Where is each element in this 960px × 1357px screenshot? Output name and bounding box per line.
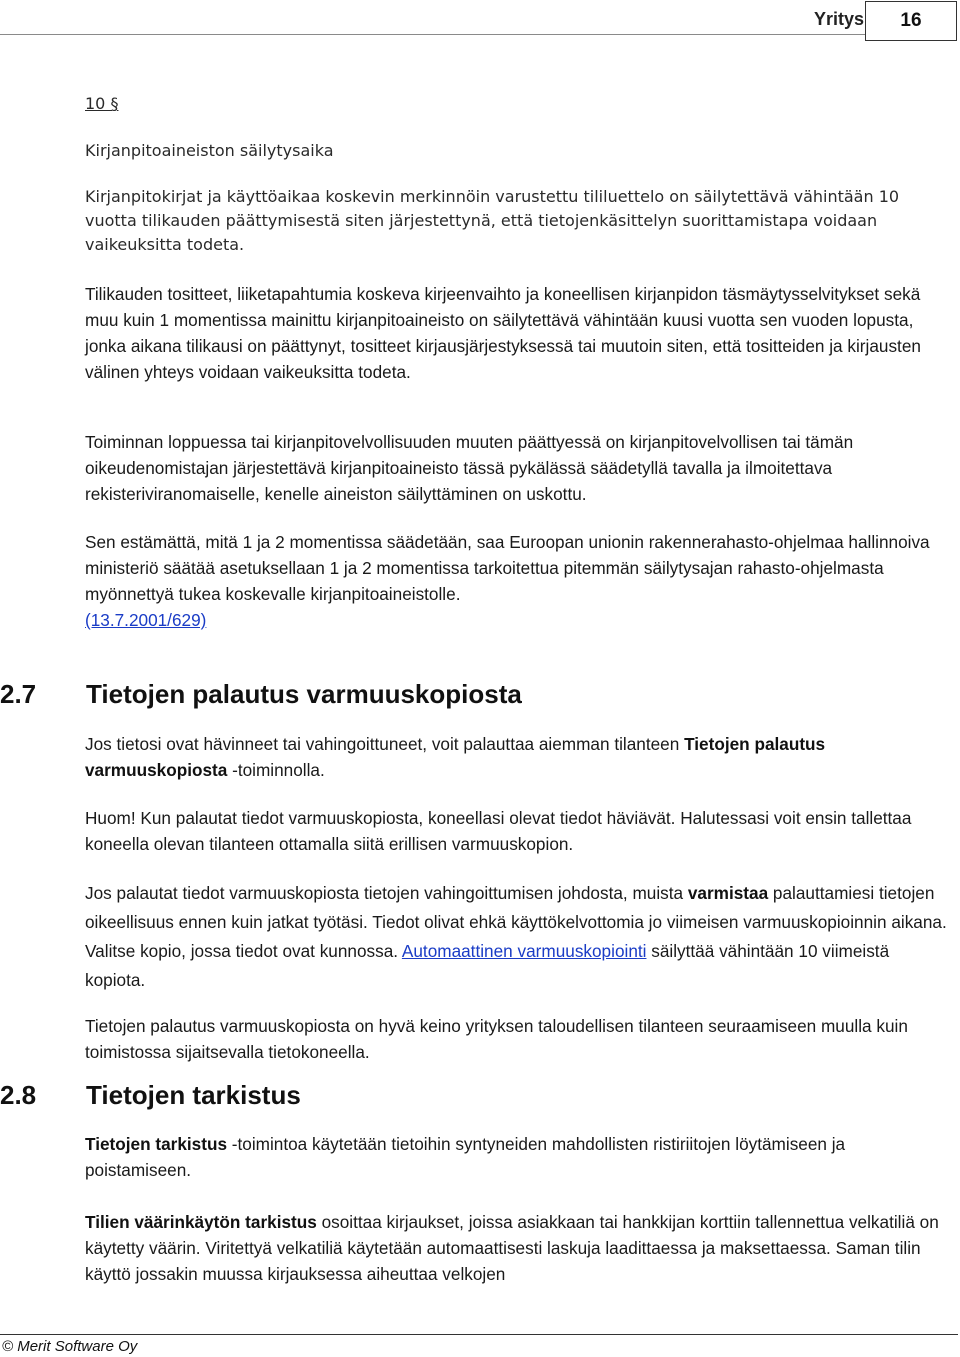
section-2-8-number: 2.8 <box>0 1080 37 1110</box>
page-number: 16 <box>865 1 957 41</box>
restore-p1-tail: -toiminnolla. <box>227 760 325 780</box>
restore-paragraph-1 <box>85 731 953 783</box>
law-paragraph-1: Kirjanpitokirjat ja käyttöaikaa koskevin merkinnöin varustettu tililuettelo on säilytettävä vähintään 10 vuotta tilikauden päättymisestä siten järjestettynä, että tietojenkäsittelyn suorittamistapa voidaan vaikeuksitta todeta. <box>85 187 900 254</box>
check-paragraph-1 <box>85 1131 953 1183</box>
restore-p3-text: Jos palautat tiedot varmuuskopiosta tietojen vahingoittumisen johdosta, muista <box>85 883 688 903</box>
section-10-link[interactable]: 10 § <box>85 94 119 113</box>
law-title: Kirjanpitoaineiston säilytysaika <box>85 141 334 160</box>
check-function-name: Tietojen tarkistus <box>85 1134 227 1154</box>
page-header <box>0 0 960 43</box>
section-2-7-title: Tietojen palautus varmuuskopiosta <box>86 679 522 709</box>
section-2-7-heading <box>0 679 940 710</box>
header-rule <box>0 34 866 35</box>
auto-backup-link[interactable]: Automaattinen varmuuskopiointi <box>401 941 647 961</box>
section-2-7-number: 2.7 <box>0 679 37 709</box>
section-2-8-title: Tietojen tarkistus <box>86 1080 301 1110</box>
check-paragraph-2 <box>85 1209 953 1287</box>
restore-paragraph-4: Tietojen palautus varmuuskopiosta on hyvä keino yrityksen taloudellisen tilanteen seuraamiseen muulla kuin toimistossa sijaitsevalla tietokoneella. <box>85 1016 908 1062</box>
law-paragraph-4-text: Sen estämättä, mitä 1 ja 2 momentissa säädetään, saa Euroopan unionin rakennerahasto-ohjelmaa hallinnoiva ministeriö säätää asetuksellaan 1 ja 2 momentissa tarkoitettua pitemmän säilytysajan rahasto-ohjelmasta myönnettyä tukea koskevalle kirjanpitoaineistolle. <box>85 532 930 604</box>
restore-p3-middle: palauttamiesi tietojen oikeellisuus ennen kuin jatkat työtäsi. Tiedot olivat ehkä käyttökelvottomia jo viimeisen varmuuskopioinnin aikana. Valitse kopio, jossa tiedot ovat kunnossa. <box>85 883 947 961</box>
footer-copyright: © Merit Software Oy <box>2 1338 138 1355</box>
law-amendment-link[interactable]: (13.7.2001/629) <box>85 610 207 630</box>
restore-paragraph-3 <box>85 879 953 995</box>
restore-verify-emphasis: varmistaa <box>687 883 769 903</box>
restore-function-name: Tietojen palautus varmuuskopiosta <box>85 734 826 780</box>
section-2-8-heading <box>0 1080 940 1111</box>
header-section-title: Yritys <box>813 9 864 29</box>
law-paragraph-4 <box>85 529 953 633</box>
account-misuse-check-name: Tilien väärinkäytön tarkistus <box>85 1212 317 1232</box>
restore-p3-tail: säilyttää vähintään 10 viimeistä kopiota. <box>85 941 890 990</box>
page-footer <box>0 1334 960 1357</box>
law-paragraph-2: Tilikauden tositteet, liiketapahtumia koskeva kirjeenvaihto ja koneellisen kirjanpidon täsmäytysselvitykset sekä muu kuin 1 momentissa mainittu kirjanpitoaineisto on säilytettävä vähintään kuusi vuotta sen vuoden lopusta, jonka aikana tilikausi on päättynyt, tositteet kirjausjärjestyksessä tai muutoin siten, että tositteiden ja kirjausten välinen yhteys voidaan vaikeuksitta todeta. <box>85 284 921 382</box>
footer-rule <box>0 1334 958 1335</box>
restore-paragraph-2: Huom! Kun palautat tiedot varmuuskopiosta, koneellasi olevat tiedot häviävät. Halutessasi voit ensin tallettaa koneella olevan tilanteen ottamalla siitä erillisen varmuuskopion. <box>85 808 912 854</box>
law-paragraph-3: Toiminnan loppuessa tai kirjanpitovelvollisuuden muuten päättyessä on kirjanpitovelvollisen tai tämän oikeudenomistajan järjestettävä kirjanpitoaineisto tässä pykälässä säädetyllä tavalla ja ilmoitettava rekisteriviranomaiselle, kenelle aineiston säilyttäminen on uskottu. <box>85 432 854 504</box>
check-p2-text: osoittaa kirjaukset, joissa asiakkaan tai hankkijan korttiin tallennettua velkatiliä on käytetty väärin. Viritettyä velkatiliä käytetään automaattisesti laskuja laadittaessa ja maksettaessa. Saman tilin käyttö jossakin muussa kirjauksessa aiheuttaa velkojen <box>85 1212 939 1284</box>
check-p1-text: -toimintoa käytetään tietoihin syntyneiden mahdollisten ristiriitojen löytämiseen ja poistamiseen. <box>85 1134 846 1180</box>
restore-p1-text: Jos tietosi ovat hävinneet tai vahingoittuneet, voit palauttaa aiemman tilanteen <box>85 734 685 754</box>
